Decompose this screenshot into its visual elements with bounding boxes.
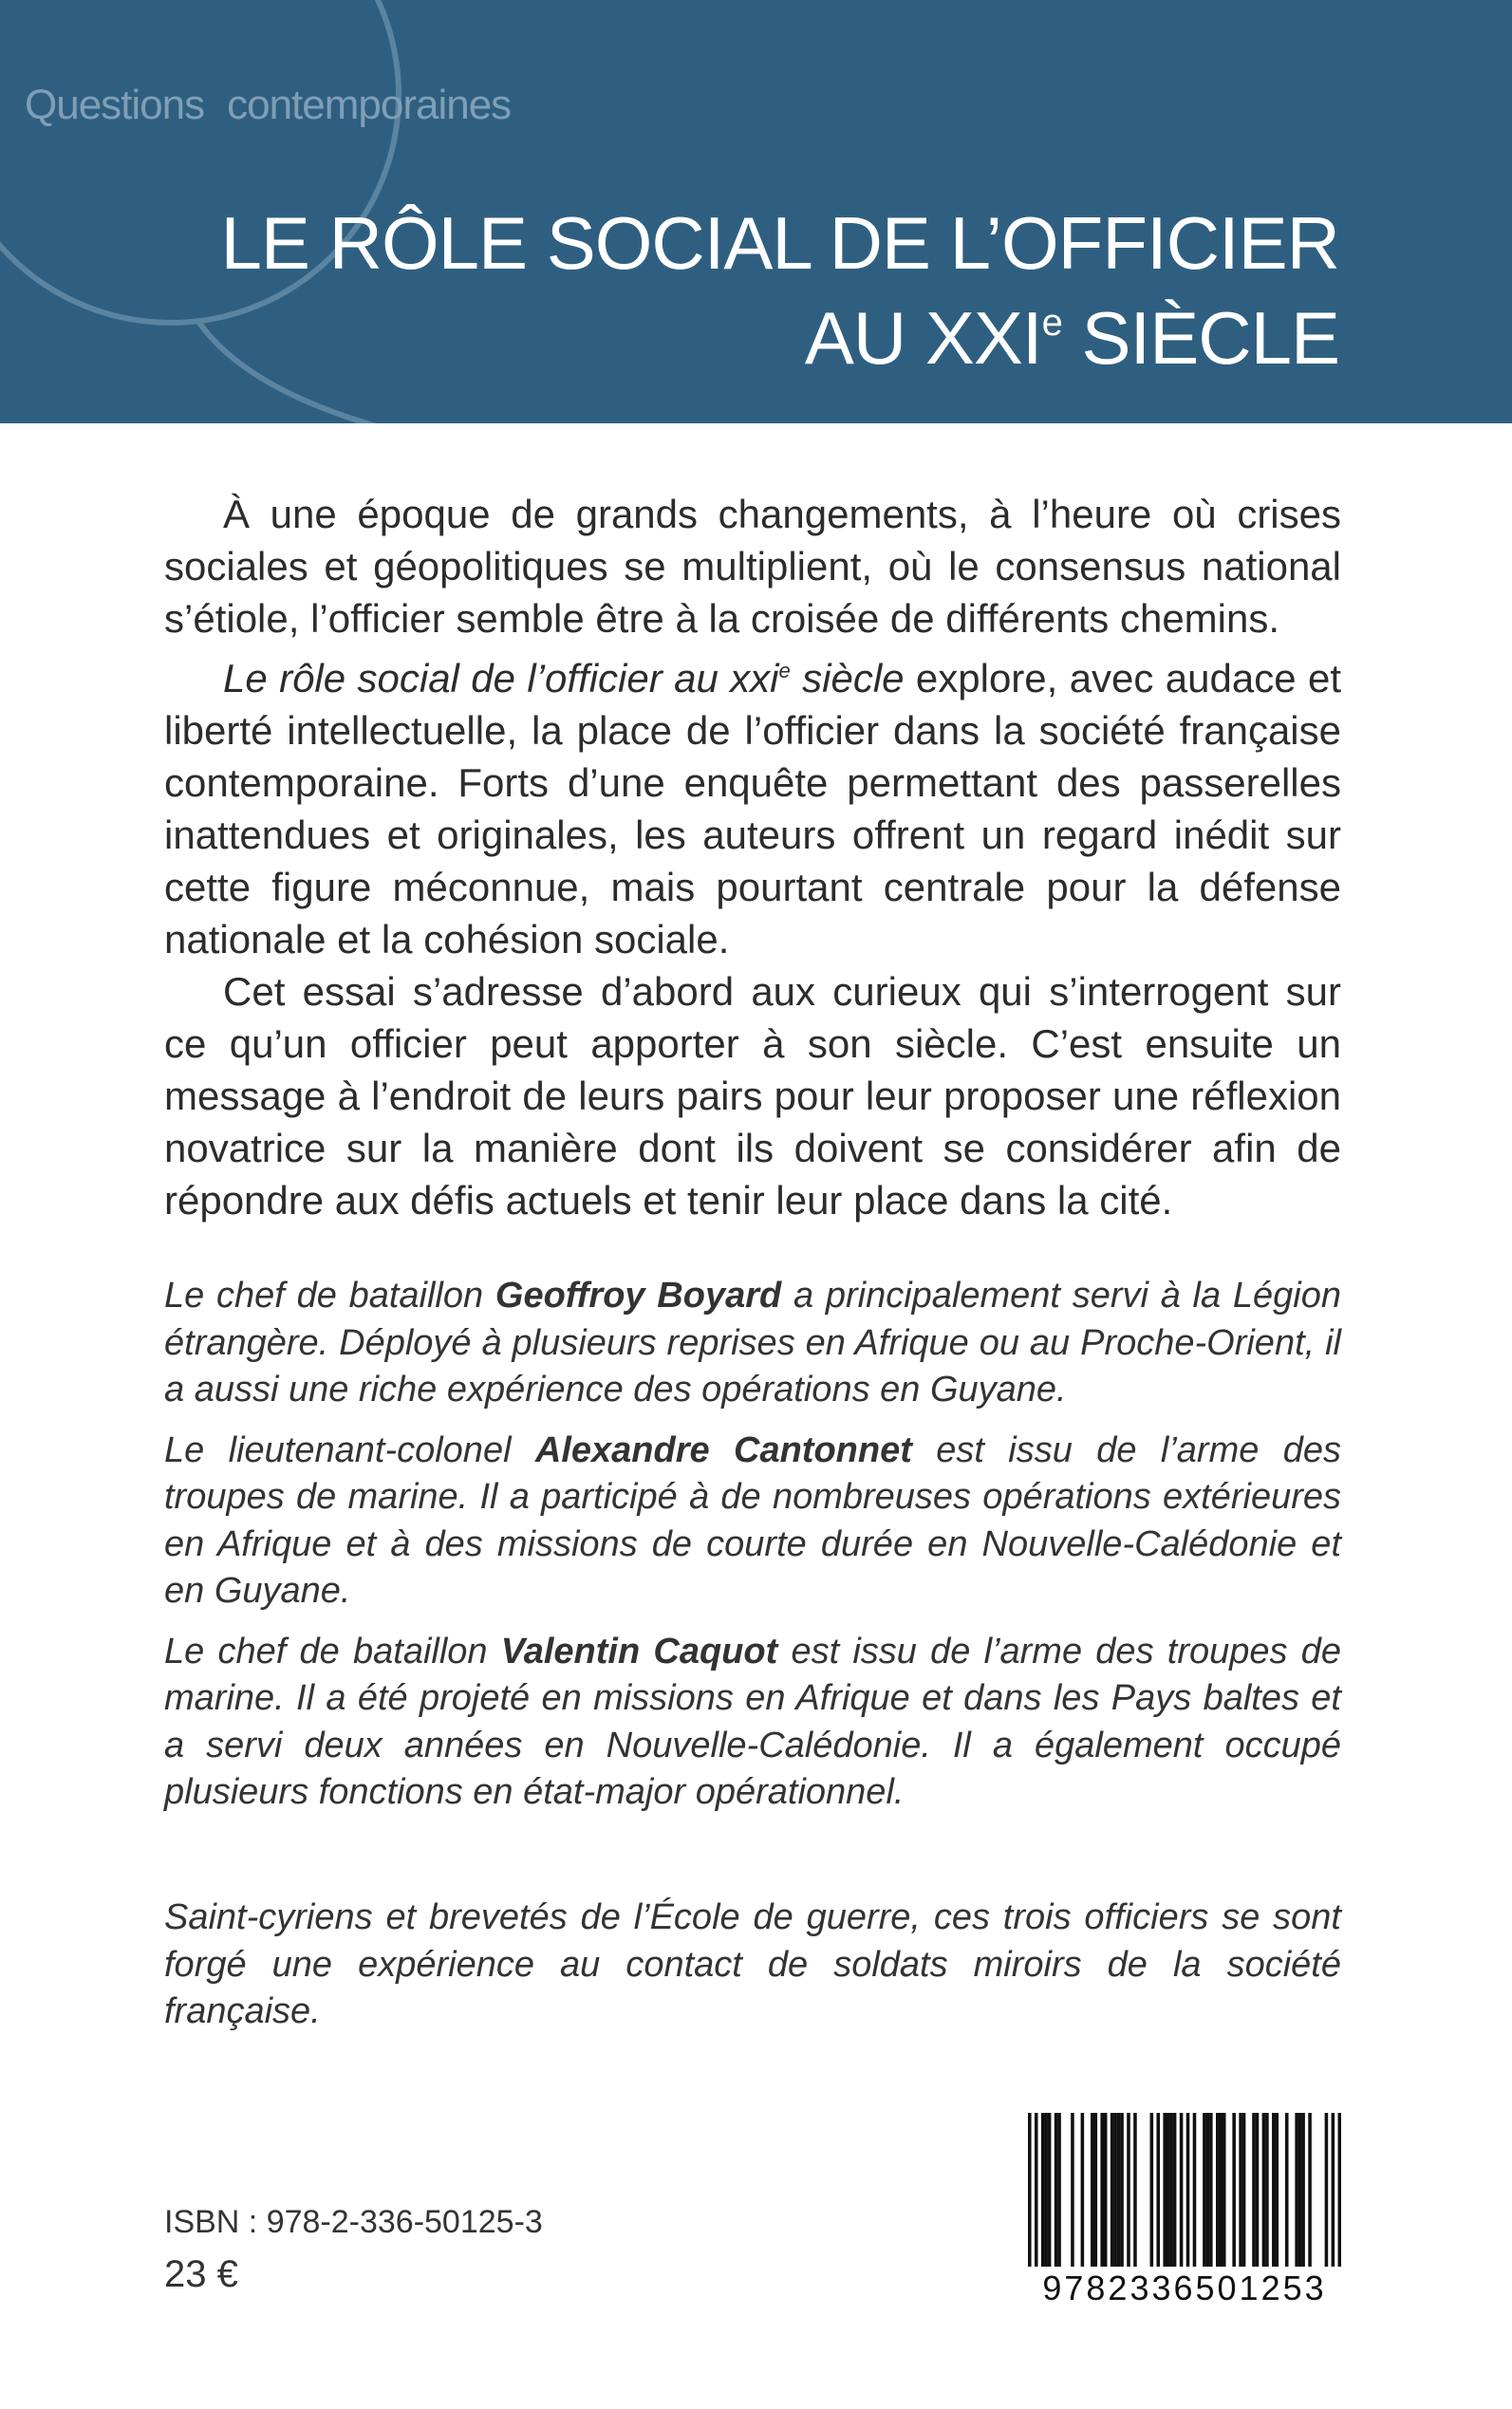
author-bio xyxy=(164,1273,1341,1414)
barcode-bar xyxy=(1167,2113,1170,2267)
barcode-bar xyxy=(1071,2113,1074,2267)
barcode-bar xyxy=(1117,2113,1121,2267)
author-bios xyxy=(164,1273,1341,1830)
author-bio-post: est issu de l’arme des troupes de marine. Il a été projeté en missions en Afrique et dans les Pays baltes et a servi deux années en Nouvelle-Calédonie. Il a également occupé plusieurs fonctions en état-major opérationnel. xyxy=(164,1631,1341,1812)
barcode-bar xyxy=(1180,2113,1184,2267)
series-word-1: Questions xyxy=(25,82,205,128)
closing-note xyxy=(164,1895,1341,2049)
barcode-bar xyxy=(1169,2113,1173,2267)
author-bio-pre: Le lieutenant-colonel xyxy=(164,1429,535,1470)
barcode-bar xyxy=(1216,2113,1220,2267)
barcode-bar xyxy=(1113,2113,1117,2267)
series-name xyxy=(25,82,511,129)
blurb-paragraph-2 xyxy=(164,644,1341,965)
barcode-bar xyxy=(1209,2113,1213,2267)
barcode-bar xyxy=(1338,2113,1341,2267)
author-bio-post: a principalement servi à la Légion étrangère. Déployé à plusieurs reprises en Afrique ou au Proche-Orient, il a aussi une riche expérience des opérations en Guyane. xyxy=(164,1276,1341,1410)
author-bio-pre: Le chef de bataillon xyxy=(164,1276,495,1316)
blurb-paragraph-3: Cet essai s’adresse d’abord aux curieux qui s’interrogent sur ce qu’un officier peut apporter à son siècle. C’est ensuite un message à l’endroit de leurs pairs pour leur proposer une réflexion novatrice sur la manière dont ils doivent se considérer afin de répondre aux défis actuels et tenir leur place dans la cité. xyxy=(164,969,1341,1223)
barcode-bar xyxy=(1041,2113,1045,2267)
barcode-bar xyxy=(1150,2113,1154,2267)
barcode-bar xyxy=(1332,2113,1335,2267)
barcode-bar xyxy=(1081,2113,1085,2267)
series-word-2: contemporaines xyxy=(227,82,512,128)
author-name: Valentin Caquot xyxy=(500,1631,778,1671)
barcode-bar xyxy=(1093,2113,1097,2267)
barcode-bar xyxy=(1048,2113,1052,2267)
blurb-book-title-end: siècle xyxy=(790,656,905,700)
title-line-2-pre: AU XXI xyxy=(804,296,1042,380)
barcode-bar xyxy=(1206,2113,1210,2267)
closing-text: Saint-cyriens et brevetés de l’École de guerre, ces trois officiers se sont forgé une expérience au contact de soldats miroirs de la société française. xyxy=(164,1897,1341,2031)
title-superscript: e xyxy=(1041,302,1062,344)
barcode-bar xyxy=(1104,2113,1108,2267)
barcode-bar xyxy=(1091,2113,1094,2267)
author-bio-pre: Le chef de bataillon xyxy=(164,1631,501,1671)
barcode-bar xyxy=(1156,2113,1160,2267)
isbn: ISBN : 978-2-336-50125-3 xyxy=(164,2204,543,2240)
barcode-bar xyxy=(1055,2113,1058,2267)
barcode-bar xyxy=(1100,2113,1104,2267)
barcode-bar xyxy=(1256,2113,1260,2267)
book-title xyxy=(221,196,1339,385)
barcode-bar xyxy=(1232,2113,1236,2267)
barcode-bar xyxy=(1111,2113,1114,2267)
barcode-bar xyxy=(1298,2113,1302,2267)
barcode-bar xyxy=(1242,2113,1246,2267)
barcode-bar xyxy=(1133,2113,1137,2267)
title-line-2-post: SIÈCLE xyxy=(1061,296,1339,380)
barcode-bar xyxy=(1120,2113,1124,2267)
blurb xyxy=(164,488,1341,1226)
barcode-bar xyxy=(1308,2113,1312,2267)
title-line-2 xyxy=(221,290,1339,385)
author-bio-post: est issu de l’arme des troupes de marine. Il a participé à de nombreuses opérations extérieures en Afrique et à des missions de courte durée en Nouvelle-Calédonie et en Guyane. xyxy=(164,1429,1341,1611)
barcode-bar xyxy=(1325,2113,1329,2267)
barcode-bars xyxy=(1028,2113,1341,2267)
blurb-paragraph-2-text: explore, avec audace et liberté intellectuelle, la place de l’officier dans la société française contemporaine. Forts d’une enquête permettant des passerelles inattendues et originales, les auteurs offrent un regard inédit sur cette figure méconnue, mais pourtant centrale pour la défense nationale et la cohésion sociale. xyxy=(164,656,1341,962)
barcode-bar xyxy=(1193,2113,1197,2267)
barcode-bar xyxy=(1262,2113,1266,2267)
barcode-bar xyxy=(1223,2113,1226,2267)
barcode-bar xyxy=(1272,2113,1276,2267)
barcode-bar xyxy=(1186,2113,1190,2267)
blurb-paragraph-1: À une époque de grands changements, à l’heure où crises sociales et géopolitiques se multiplient, où le consensus national s’étiole, l’officier semble être à la croisée de différents chemins. xyxy=(164,492,1341,641)
barcode-bar xyxy=(1035,2113,1038,2267)
price: 23 € xyxy=(164,2253,238,2295)
barcode-bar xyxy=(1239,2113,1242,2267)
barcode-bar xyxy=(1028,2113,1032,2267)
author-name: Geoffroy Boyard xyxy=(495,1276,782,1316)
barcode-bar xyxy=(1173,2113,1177,2267)
barcode-bar xyxy=(1219,2113,1223,2267)
barcode-bar xyxy=(1127,2113,1130,2267)
barcode-bar xyxy=(1276,2113,1279,2267)
barcode-bar xyxy=(1163,2113,1167,2267)
barcode-bar xyxy=(1301,2113,1305,2267)
barcode-digits: 9782336501253 xyxy=(1042,2269,1327,2307)
barcode-bar xyxy=(1285,2113,1289,2267)
barcode-bar xyxy=(1057,2113,1061,2267)
blurb-book-title: Le rôle social de l’officier au xxi xyxy=(223,656,779,700)
title-line-1: LE RÔLE SOCIAL DE L’OFFICIER xyxy=(220,201,1339,285)
barcode-bar xyxy=(1265,2113,1269,2267)
barcode-bar xyxy=(1044,2113,1048,2267)
barcode-bar xyxy=(1252,2113,1256,2267)
cover-header-band xyxy=(0,0,1512,423)
blurb-superscript: e xyxy=(778,659,791,682)
barcode-bar xyxy=(1203,2113,1206,2267)
author-bio xyxy=(164,1629,1341,1817)
author-bio xyxy=(164,1428,1341,1615)
author-name: Alexandre Cantonnet xyxy=(534,1429,912,1470)
barcode-bar xyxy=(1295,2113,1298,2267)
barcode xyxy=(1028,2113,1341,2312)
